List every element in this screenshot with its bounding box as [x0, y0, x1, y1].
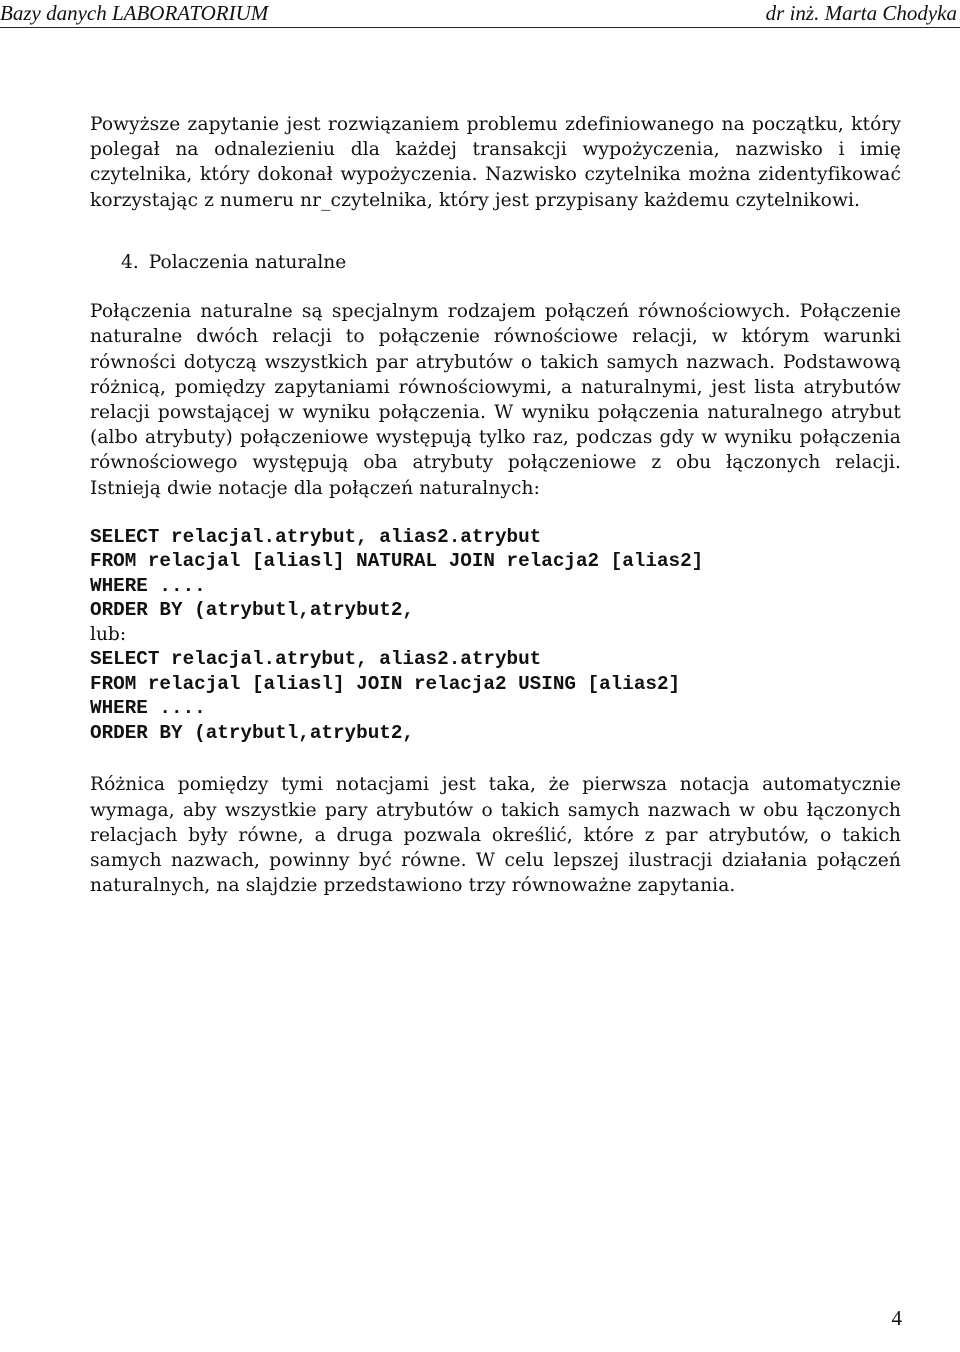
code-line: FROM relacjal [aliasl] JOIN relacja2 USING [alias2] [90, 672, 681, 695]
code-line: WHERE .... [90, 574, 206, 597]
paragraph-natural-joins: Połączenia naturalne są specjalnym rodzajem połączeń równościowych. Połączenie naturalne dwóch relacji to połączenie równościowe relacji, w którym warunki równości dotyczą wszystkich par atrybutów o takich samych nazwach. Podstawową różnicą, pomiędzy zapytaniami równościowymi, a naturalnymi, jest lista atrybutów relacji powstającej w wyniku połączenia. W wyniku połączenia naturalnego atrybut (albo atrybuty) połączeniowe występują tylko raz, podczas gdy w wyniku połączenia równościowego występują oba atrybuty połączeniowe z obu łączonych relacji. Istnieją dwie notacje dla połączeń naturalnych: [90, 301, 901, 499]
section-title: Polaczenia naturalne [148, 252, 347, 273]
header-divider [0, 27, 960, 28]
paragraph-query-explanation: Powyższe zapytanie jest rozwiązaniem problemu zdefiniowanego na początku, który polegał na odnalezieniu dla każdej transakcji wypożyczenia, nazwisko i imię czytelnika, który dokonał wypożyczenia. Nazwisko czytelnika można zidentyfikować korzystając z numeru nr_czytelnika, który jest przypisany każdemu czytelnikowi. [90, 114, 901, 211]
code-separator: lub: [90, 623, 127, 645]
code-line: FROM relacjal [aliasl] NATURAL JOIN relacja2 [alias2] [90, 550, 704, 573]
section-number: 4. [121, 252, 139, 273]
code-line: ORDER BY (atrybutl,atrybut2, [90, 721, 414, 744]
sql-code-block [90, 525, 901, 746]
code-line: ORDER BY (atrybutl,atrybut2, [90, 599, 414, 622]
code-line: SELECT relacjal.atrybut, alias2.atrybut [90, 525, 542, 548]
code-line: WHERE .... [90, 697, 206, 720]
page-number: 4 [891, 1306, 902, 1330]
document-body [90, 112, 901, 898]
header-author: dr inż. Marta Chodyka [765, 1, 957, 25]
section-heading [90, 250, 901, 275]
header-course-title: Bazy danych LABORATORIUM [0, 1, 269, 25]
page-header [0, 0, 960, 30]
code-line: SELECT relacjal.atrybut, alias2.atrybut [90, 648, 542, 671]
paragraph-notation-difference: Różnica pomiędzy tymi notacjami jest taka, że pierwsza notacja automatycznie wymaga, aby wszystkie pary atrybutów o takich samych nazwach w obu łączonych relacjach były równe, a druga pozwala określić, które z par atrybutów, o takich samych nazwach, powinny być równe. W celu lepszej ilustracji działania połączeń naturalnych, na slajdzie przedstawiono trzy równoważne zapytania. [90, 774, 901, 897]
